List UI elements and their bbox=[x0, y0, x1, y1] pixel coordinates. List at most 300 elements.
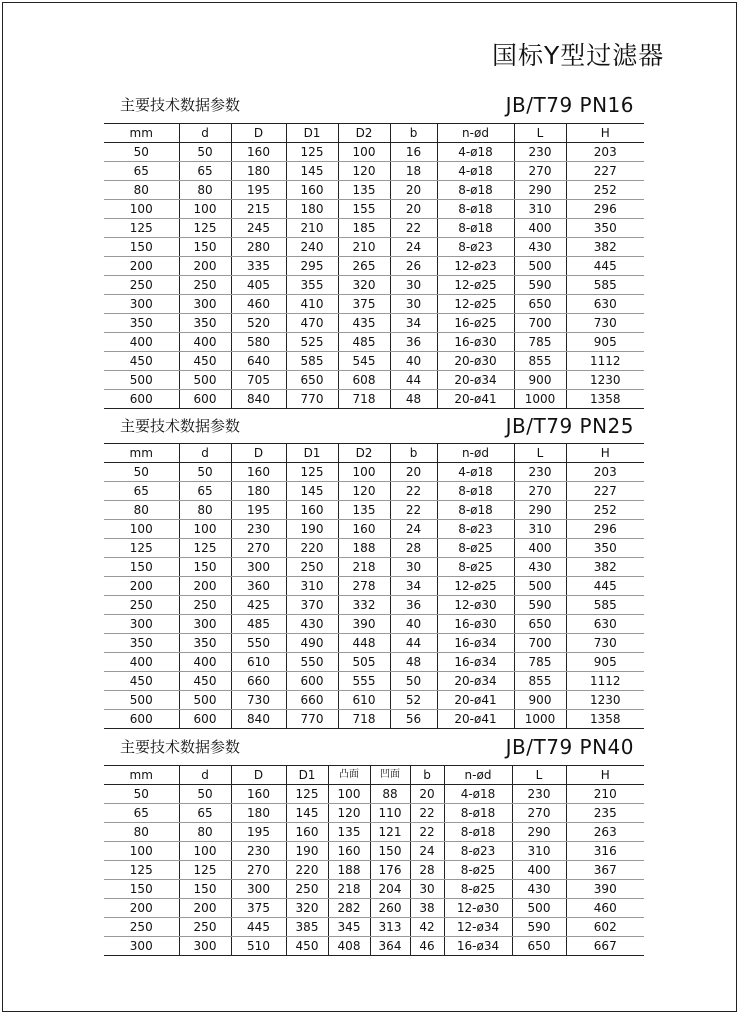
table-cell: 8-ø18 bbox=[437, 501, 514, 520]
table-row bbox=[104, 596, 644, 615]
column-header: D2 bbox=[338, 124, 390, 143]
table-cell: 610 bbox=[338, 691, 390, 710]
table-cell: 730 bbox=[231, 691, 286, 710]
table-cell: 12-ø30 bbox=[444, 899, 512, 918]
table-cell: 718 bbox=[338, 390, 390, 409]
table-cell: 430 bbox=[512, 880, 566, 899]
table-cell: 121 bbox=[370, 823, 410, 842]
table-cell: 125 bbox=[286, 143, 338, 162]
column-header: n-ød bbox=[437, 124, 514, 143]
table-cell: 125 bbox=[286, 463, 338, 482]
table-cell: 65 bbox=[179, 804, 231, 823]
table-row bbox=[104, 785, 644, 804]
table-cell: 80 bbox=[179, 501, 231, 520]
table-cell: 210 bbox=[338, 238, 390, 257]
table-cell: 450 bbox=[104, 672, 179, 691]
table-cell: 485 bbox=[338, 333, 390, 352]
table-cell: 200 bbox=[104, 899, 179, 918]
table-cell: 125 bbox=[179, 219, 231, 238]
table-cell: 650 bbox=[512, 937, 566, 956]
table-cell: 355 bbox=[286, 276, 338, 295]
table-cell: 20 bbox=[390, 181, 437, 200]
table-row bbox=[104, 181, 644, 200]
table-cell: 718 bbox=[338, 710, 390, 729]
table-cell: 22 bbox=[390, 482, 437, 501]
table-cell: 150 bbox=[179, 558, 231, 577]
document-title: 国标Y型过滤器 bbox=[492, 41, 665, 70]
table-cell: 8-ø25 bbox=[437, 539, 514, 558]
table-cell: 12-ø30 bbox=[437, 596, 514, 615]
table-cell: 155 bbox=[338, 200, 390, 219]
table-row bbox=[104, 577, 644, 596]
table-cell: 585 bbox=[566, 596, 644, 615]
table-cell: 310 bbox=[514, 520, 566, 539]
table-cell: 400 bbox=[104, 653, 179, 672]
table-cell: 1230 bbox=[566, 691, 644, 710]
table-cell: 490 bbox=[286, 634, 338, 653]
table-cell: 435 bbox=[338, 314, 390, 333]
table-cell: 180 bbox=[231, 804, 286, 823]
table-cell: 28 bbox=[410, 861, 444, 880]
table-cell: 227 bbox=[566, 162, 644, 181]
table-row bbox=[104, 295, 644, 314]
table-cell: 660 bbox=[286, 691, 338, 710]
table-cell: 235 bbox=[566, 804, 644, 823]
table-cell: 56 bbox=[390, 710, 437, 729]
table-cell: 24 bbox=[390, 520, 437, 539]
table-cell: 905 bbox=[566, 333, 644, 352]
table-cell: 602 bbox=[566, 918, 644, 937]
table-cell: 730 bbox=[566, 634, 644, 653]
table-row bbox=[104, 710, 644, 729]
table-cell: 16-ø34 bbox=[437, 634, 514, 653]
column-header: D1 bbox=[286, 766, 328, 785]
section-label: 主要技术数据参数 bbox=[120, 417, 241, 435]
table-cell: 150 bbox=[370, 842, 410, 861]
table-cell: 100 bbox=[104, 200, 179, 219]
table-row bbox=[104, 558, 644, 577]
table-cell: 608 bbox=[338, 371, 390, 390]
table-cell: 65 bbox=[104, 482, 179, 501]
table-cell: 510 bbox=[231, 937, 286, 956]
table-cell: 650 bbox=[286, 371, 338, 390]
table-cell: 1358 bbox=[566, 710, 644, 729]
table-cell: 135 bbox=[338, 501, 390, 520]
table-cell: 100 bbox=[338, 463, 390, 482]
table-cell: 840 bbox=[231, 390, 286, 409]
table-cell: 16-ø34 bbox=[437, 653, 514, 672]
table-cell: 500 bbox=[512, 899, 566, 918]
table-cell: 400 bbox=[179, 333, 231, 352]
column-header: D bbox=[231, 444, 286, 463]
table-cell: 4-ø18 bbox=[437, 162, 514, 181]
table-cell: 145 bbox=[286, 482, 338, 501]
table-cell: 22 bbox=[390, 501, 437, 520]
table-cell: 4-ø18 bbox=[437, 143, 514, 162]
table-cell: 500 bbox=[179, 371, 231, 390]
table-cell: 26 bbox=[390, 257, 437, 276]
table-cell: 250 bbox=[286, 880, 328, 899]
table-cell: 840 bbox=[231, 710, 286, 729]
table-cell: 160 bbox=[286, 823, 328, 842]
column-header: L bbox=[514, 444, 566, 463]
table-cell: 600 bbox=[179, 390, 231, 409]
spec-table-pn16 bbox=[104, 123, 644, 409]
table-row bbox=[104, 520, 644, 539]
table-cell: 65 bbox=[104, 804, 179, 823]
header-row bbox=[104, 124, 644, 143]
table-row bbox=[104, 463, 644, 482]
column-header: n-ød bbox=[444, 766, 512, 785]
table-cell: 300 bbox=[104, 615, 179, 634]
table-cell: 160 bbox=[328, 842, 370, 861]
column-header: L bbox=[512, 766, 566, 785]
table-cell: 125 bbox=[104, 861, 179, 880]
table-row bbox=[104, 937, 644, 956]
table-cell: 290 bbox=[514, 501, 566, 520]
table-cell: 50 bbox=[104, 143, 179, 162]
table-cell: 400 bbox=[514, 219, 566, 238]
table-cell: 100 bbox=[179, 842, 231, 861]
table-cell: 65 bbox=[179, 162, 231, 181]
table-cell: 34 bbox=[390, 577, 437, 596]
table-cell: 270 bbox=[231, 861, 286, 880]
table-cell: 375 bbox=[338, 295, 390, 314]
table-cell: 120 bbox=[338, 162, 390, 181]
table-cell: 600 bbox=[286, 672, 338, 691]
table-cell: 250 bbox=[286, 558, 338, 577]
table-cell: 600 bbox=[104, 390, 179, 409]
table-cell: 650 bbox=[514, 615, 566, 634]
table-cell: 310 bbox=[286, 577, 338, 596]
table-cell: 300 bbox=[231, 880, 286, 899]
table-cell: 8-ø23 bbox=[437, 238, 514, 257]
table-cell: 590 bbox=[514, 596, 566, 615]
table-cell: 470 bbox=[286, 314, 338, 333]
section-header-pn16 bbox=[120, 89, 640, 117]
table-cell: 185 bbox=[338, 219, 390, 238]
spec-table-pn25 bbox=[104, 443, 644, 729]
column-header: d bbox=[179, 444, 231, 463]
table-cell: 30 bbox=[390, 295, 437, 314]
column-header: D2 bbox=[338, 444, 390, 463]
table-cell: 270 bbox=[514, 162, 566, 181]
table-row bbox=[104, 539, 644, 558]
table-cell: 40 bbox=[390, 352, 437, 371]
table-cell: 145 bbox=[286, 162, 338, 181]
table-cell: 22 bbox=[410, 823, 444, 842]
table-cell: 125 bbox=[104, 219, 179, 238]
table-cell: 150 bbox=[104, 558, 179, 577]
table-cell: 120 bbox=[338, 482, 390, 501]
table-cell: 296 bbox=[566, 520, 644, 539]
table-cell: 430 bbox=[514, 558, 566, 577]
table-cell: 585 bbox=[286, 352, 338, 371]
table-cell: 150 bbox=[104, 880, 179, 899]
table-cell: 445 bbox=[231, 918, 286, 937]
section-label: 主要技术数据参数 bbox=[120, 738, 241, 756]
table-cell: 80 bbox=[104, 501, 179, 520]
table-cell: 505 bbox=[338, 653, 390, 672]
table-cell: 350 bbox=[104, 634, 179, 653]
table-cell: 785 bbox=[514, 653, 566, 672]
table-cell: 316 bbox=[566, 842, 644, 861]
table-cell: 4-ø18 bbox=[437, 463, 514, 482]
table-cell: 296 bbox=[566, 200, 644, 219]
table-cell: 8-ø23 bbox=[444, 842, 512, 861]
table-row bbox=[104, 634, 644, 653]
table-cell: 180 bbox=[231, 482, 286, 501]
table-cell: 270 bbox=[231, 539, 286, 558]
table-row bbox=[104, 653, 644, 672]
table-cell: 227 bbox=[566, 482, 644, 501]
table-cell: 230 bbox=[231, 520, 286, 539]
table-cell: 8-ø18 bbox=[437, 219, 514, 238]
table-cell: 590 bbox=[512, 918, 566, 937]
table-cell: 390 bbox=[566, 880, 644, 899]
table-cell: 203 bbox=[566, 463, 644, 482]
table-cell: 245 bbox=[231, 219, 286, 238]
table-cell: 8-ø23 bbox=[437, 520, 514, 539]
table-cell: 250 bbox=[104, 918, 179, 937]
table-cell: 545 bbox=[338, 352, 390, 371]
table-cell: 190 bbox=[286, 520, 338, 539]
table-cell: 263 bbox=[566, 823, 644, 842]
table-row bbox=[104, 918, 644, 937]
table-cell: 610 bbox=[231, 653, 286, 672]
table-cell: 160 bbox=[286, 501, 338, 520]
table-cell: 125 bbox=[104, 539, 179, 558]
table-cell: 200 bbox=[179, 577, 231, 596]
table-cell: 52 bbox=[390, 691, 437, 710]
table-cell: 460 bbox=[566, 899, 644, 918]
table-cell: 230 bbox=[514, 463, 566, 482]
table-cell: 215 bbox=[231, 200, 286, 219]
table-cell: 42 bbox=[410, 918, 444, 937]
table-row bbox=[104, 861, 644, 880]
column-header: D1 bbox=[286, 444, 338, 463]
table-cell: 195 bbox=[231, 501, 286, 520]
table-cell: 250 bbox=[179, 596, 231, 615]
table-cell: 16 bbox=[390, 143, 437, 162]
table-cell: 18 bbox=[390, 162, 437, 181]
table-row bbox=[104, 482, 644, 501]
table-cell: 125 bbox=[179, 861, 231, 880]
table-cell: 8-ø25 bbox=[437, 558, 514, 577]
table-cell: 24 bbox=[390, 238, 437, 257]
table-cell: 16-ø34 bbox=[444, 937, 512, 956]
table-cell: 160 bbox=[286, 181, 338, 200]
table-cell: 100 bbox=[104, 520, 179, 539]
table-cell: 550 bbox=[286, 653, 338, 672]
table-cell: 450 bbox=[286, 937, 328, 956]
table-row bbox=[104, 314, 644, 333]
table-cell: 382 bbox=[566, 558, 644, 577]
table-cell: 40 bbox=[390, 615, 437, 634]
table-cell: 12-ø25 bbox=[437, 295, 514, 314]
table-row bbox=[104, 390, 644, 409]
table-cell: 8-ø25 bbox=[444, 861, 512, 880]
table-cell: 250 bbox=[104, 276, 179, 295]
table-cell: 770 bbox=[286, 390, 338, 409]
table-cell: 8-ø18 bbox=[444, 823, 512, 842]
table-row bbox=[104, 162, 644, 181]
table-cell: 290 bbox=[514, 181, 566, 200]
table-row bbox=[104, 691, 644, 710]
table-cell: 600 bbox=[104, 710, 179, 729]
table-cell: 50 bbox=[179, 143, 231, 162]
table-cell: 200 bbox=[104, 257, 179, 276]
table-cell: 195 bbox=[231, 823, 286, 842]
table-cell: 667 bbox=[566, 937, 644, 956]
table-cell: 8-ø18 bbox=[444, 804, 512, 823]
table-cell: 48 bbox=[390, 653, 437, 672]
table-row bbox=[104, 200, 644, 219]
table-cell: 160 bbox=[231, 785, 286, 804]
section-label: 主要技术数据参数 bbox=[120, 96, 241, 114]
table-cell: 345 bbox=[328, 918, 370, 937]
table-cell: 20 bbox=[390, 200, 437, 219]
table-cell: 20-ø41 bbox=[437, 390, 514, 409]
table-cell: 450 bbox=[179, 352, 231, 371]
table-cell: 50 bbox=[179, 785, 231, 804]
table-cell: 400 bbox=[179, 653, 231, 672]
table-cell: 210 bbox=[286, 219, 338, 238]
column-header: mm bbox=[104, 444, 179, 463]
table-cell: 630 bbox=[566, 295, 644, 314]
table-cell: 448 bbox=[338, 634, 390, 653]
column-header: n-ød bbox=[437, 444, 514, 463]
table-cell: 1230 bbox=[566, 371, 644, 390]
table-cell: 364 bbox=[370, 937, 410, 956]
table-cell: 300 bbox=[179, 937, 231, 956]
table-row bbox=[104, 615, 644, 634]
column-header: D bbox=[231, 766, 286, 785]
column-header: b bbox=[410, 766, 444, 785]
table-cell: 350 bbox=[566, 539, 644, 558]
table-cell: 300 bbox=[104, 295, 179, 314]
table-cell: 240 bbox=[286, 238, 338, 257]
table-cell: 650 bbox=[514, 295, 566, 314]
table-cell: 350 bbox=[179, 314, 231, 333]
table-cell: 218 bbox=[338, 558, 390, 577]
table-cell: 1358 bbox=[566, 390, 644, 409]
table-cell: 50 bbox=[179, 463, 231, 482]
column-header: b bbox=[390, 124, 437, 143]
table-cell: 46 bbox=[410, 937, 444, 956]
table-cell: 150 bbox=[179, 238, 231, 257]
table-cell: 550 bbox=[231, 634, 286, 653]
table-cell: 450 bbox=[104, 352, 179, 371]
table-cell: 188 bbox=[338, 539, 390, 558]
table-cell: 445 bbox=[566, 257, 644, 276]
table-cell: 425 bbox=[231, 596, 286, 615]
table-cell: 445 bbox=[566, 577, 644, 596]
table-cell: 180 bbox=[231, 162, 286, 181]
table-cell: 250 bbox=[179, 276, 231, 295]
table-cell: 50 bbox=[390, 672, 437, 691]
table-row bbox=[104, 238, 644, 257]
table-cell: 385 bbox=[286, 918, 328, 937]
table-cell: 705 bbox=[231, 371, 286, 390]
table-cell: 200 bbox=[104, 577, 179, 596]
table-cell: 310 bbox=[514, 200, 566, 219]
table-cell: 270 bbox=[514, 482, 566, 501]
table-cell: 176 bbox=[370, 861, 410, 880]
table-cell: 580 bbox=[231, 333, 286, 352]
table-cell: 485 bbox=[231, 615, 286, 634]
table-cell: 770 bbox=[286, 710, 338, 729]
table-cell: 855 bbox=[514, 352, 566, 371]
table-cell: 590 bbox=[514, 276, 566, 295]
table-cell: 135 bbox=[338, 181, 390, 200]
table-cell: 375 bbox=[231, 899, 286, 918]
table-cell: 270 bbox=[512, 804, 566, 823]
table-cell: 280 bbox=[231, 238, 286, 257]
table-cell: 80 bbox=[104, 823, 179, 842]
table-cell: 30 bbox=[410, 880, 444, 899]
table-cell: 20-ø34 bbox=[437, 371, 514, 390]
table-cell: 630 bbox=[566, 615, 644, 634]
table-cell: 350 bbox=[179, 634, 231, 653]
table-cell: 525 bbox=[286, 333, 338, 352]
table-cell: 460 bbox=[231, 295, 286, 314]
table-cell: 390 bbox=[338, 615, 390, 634]
table-row bbox=[104, 333, 644, 352]
table-cell: 22 bbox=[390, 219, 437, 238]
section-standard: JB/T79 PN16 bbox=[505, 93, 634, 117]
table-cell: 430 bbox=[286, 615, 338, 634]
table-row bbox=[104, 672, 644, 691]
table-cell: 332 bbox=[338, 596, 390, 615]
table-cell: 252 bbox=[566, 181, 644, 200]
table-cell: 110 bbox=[370, 804, 410, 823]
table-cell: 278 bbox=[338, 577, 390, 596]
table-cell: 367 bbox=[566, 861, 644, 880]
table-cell: 48 bbox=[390, 390, 437, 409]
table-cell: 30 bbox=[390, 276, 437, 295]
table-cell: 430 bbox=[514, 238, 566, 257]
table-cell: 405 bbox=[231, 276, 286, 295]
table-cell: 160 bbox=[231, 143, 286, 162]
table-cell: 600 bbox=[179, 710, 231, 729]
table-cell: 80 bbox=[104, 181, 179, 200]
table-cell: 30 bbox=[390, 558, 437, 577]
table-cell: 8-ø18 bbox=[437, 482, 514, 501]
table-cell: 135 bbox=[328, 823, 370, 842]
table-cell: 88 bbox=[370, 785, 410, 804]
table-cell: 180 bbox=[286, 200, 338, 219]
table-cell: 905 bbox=[566, 653, 644, 672]
column-header: mm bbox=[104, 124, 179, 143]
table-cell: 1112 bbox=[566, 672, 644, 691]
table-cell: 12-ø25 bbox=[437, 577, 514, 596]
table-cell: 34 bbox=[390, 314, 437, 333]
table-cell: 100 bbox=[179, 200, 231, 219]
table-cell: 382 bbox=[566, 238, 644, 257]
table-cell: 20 bbox=[410, 785, 444, 804]
table-cell: 20-ø41 bbox=[437, 710, 514, 729]
table-cell: 900 bbox=[514, 371, 566, 390]
column-header: 凸面 bbox=[328, 766, 370, 785]
table-cell: 1000 bbox=[514, 710, 566, 729]
table-cell: 250 bbox=[179, 918, 231, 937]
table-cell: 20-ø34 bbox=[437, 672, 514, 691]
table-cell: 204 bbox=[370, 880, 410, 899]
column-header: b bbox=[390, 444, 437, 463]
table-row bbox=[104, 823, 644, 842]
section-header-pn25 bbox=[120, 410, 640, 438]
